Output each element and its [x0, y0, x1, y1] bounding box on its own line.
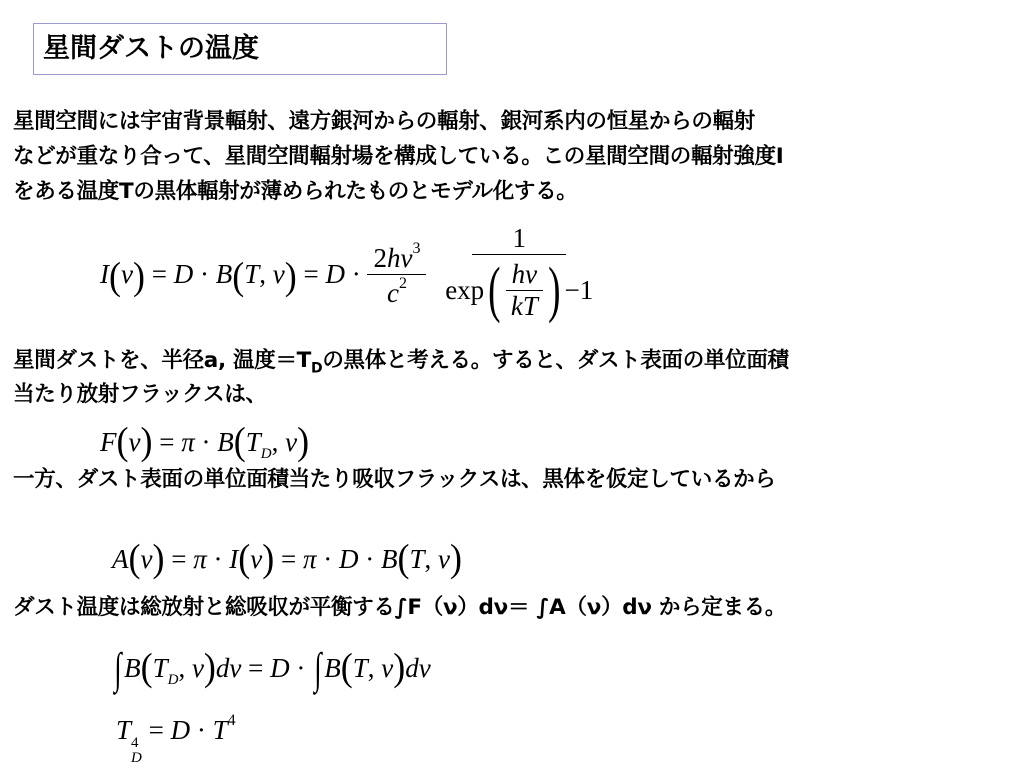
- equation-emission-flux: $F(\nu) = \pi \cdot B(T_D$, ν): [100, 419, 310, 463]
- paragraph-line: 星間ダストを、半径a, 温度$=T_D$の黒体と考える。すると、ダスト表面の単位面積: [13, 348, 789, 377]
- equation-absorption-flux: A(ν) = π · I(ν) = π · D · B(T, ν): [112, 536, 463, 580]
- paragraph-line: をある温度Tの黒体輻射が薄められたものとモデル化する。: [13, 179, 578, 204]
- paragraph-line: 当たり放射フラックスは、: [13, 382, 267, 407]
- paragraph-line: ダスト温度は総放射と総吸収が平衡する∫F（ν）dν＝ ∫A（ν）dν から定まる。: [13, 595, 787, 620]
- equation-energy-balance: $\int B(T_D$, ν)dν = D · ∫B(T, ν)dν: [114, 644, 431, 694]
- equation-radiation-intensity: I ( ν ) = D · B ( T , ν ) = D · $\frac{2h\nu^3}{c^2}$ 1 exp ( $\frac{h\nu}{kT}$ ) −1: [100, 222, 594, 324]
- slide-title: 星間ダストの温度: [33, 23, 447, 75]
- paragraph-line: 一方、ダスト表面の単位面積当たり吸収フラックスは、黒体を仮定しているから: [13, 467, 776, 492]
- equation-dust-temperature: T 4 D = $D \cdot T^4$: [116, 712, 236, 766]
- paragraph-line: 星間空間には宇宙背景輻射、遠方銀河からの輻射、銀河系内の恒星からの輻射: [13, 109, 756, 134]
- paragraph-line: などが重なり合って、星間空間輻射場を構成している。この星間空間の輻射強度I: [13, 144, 784, 169]
